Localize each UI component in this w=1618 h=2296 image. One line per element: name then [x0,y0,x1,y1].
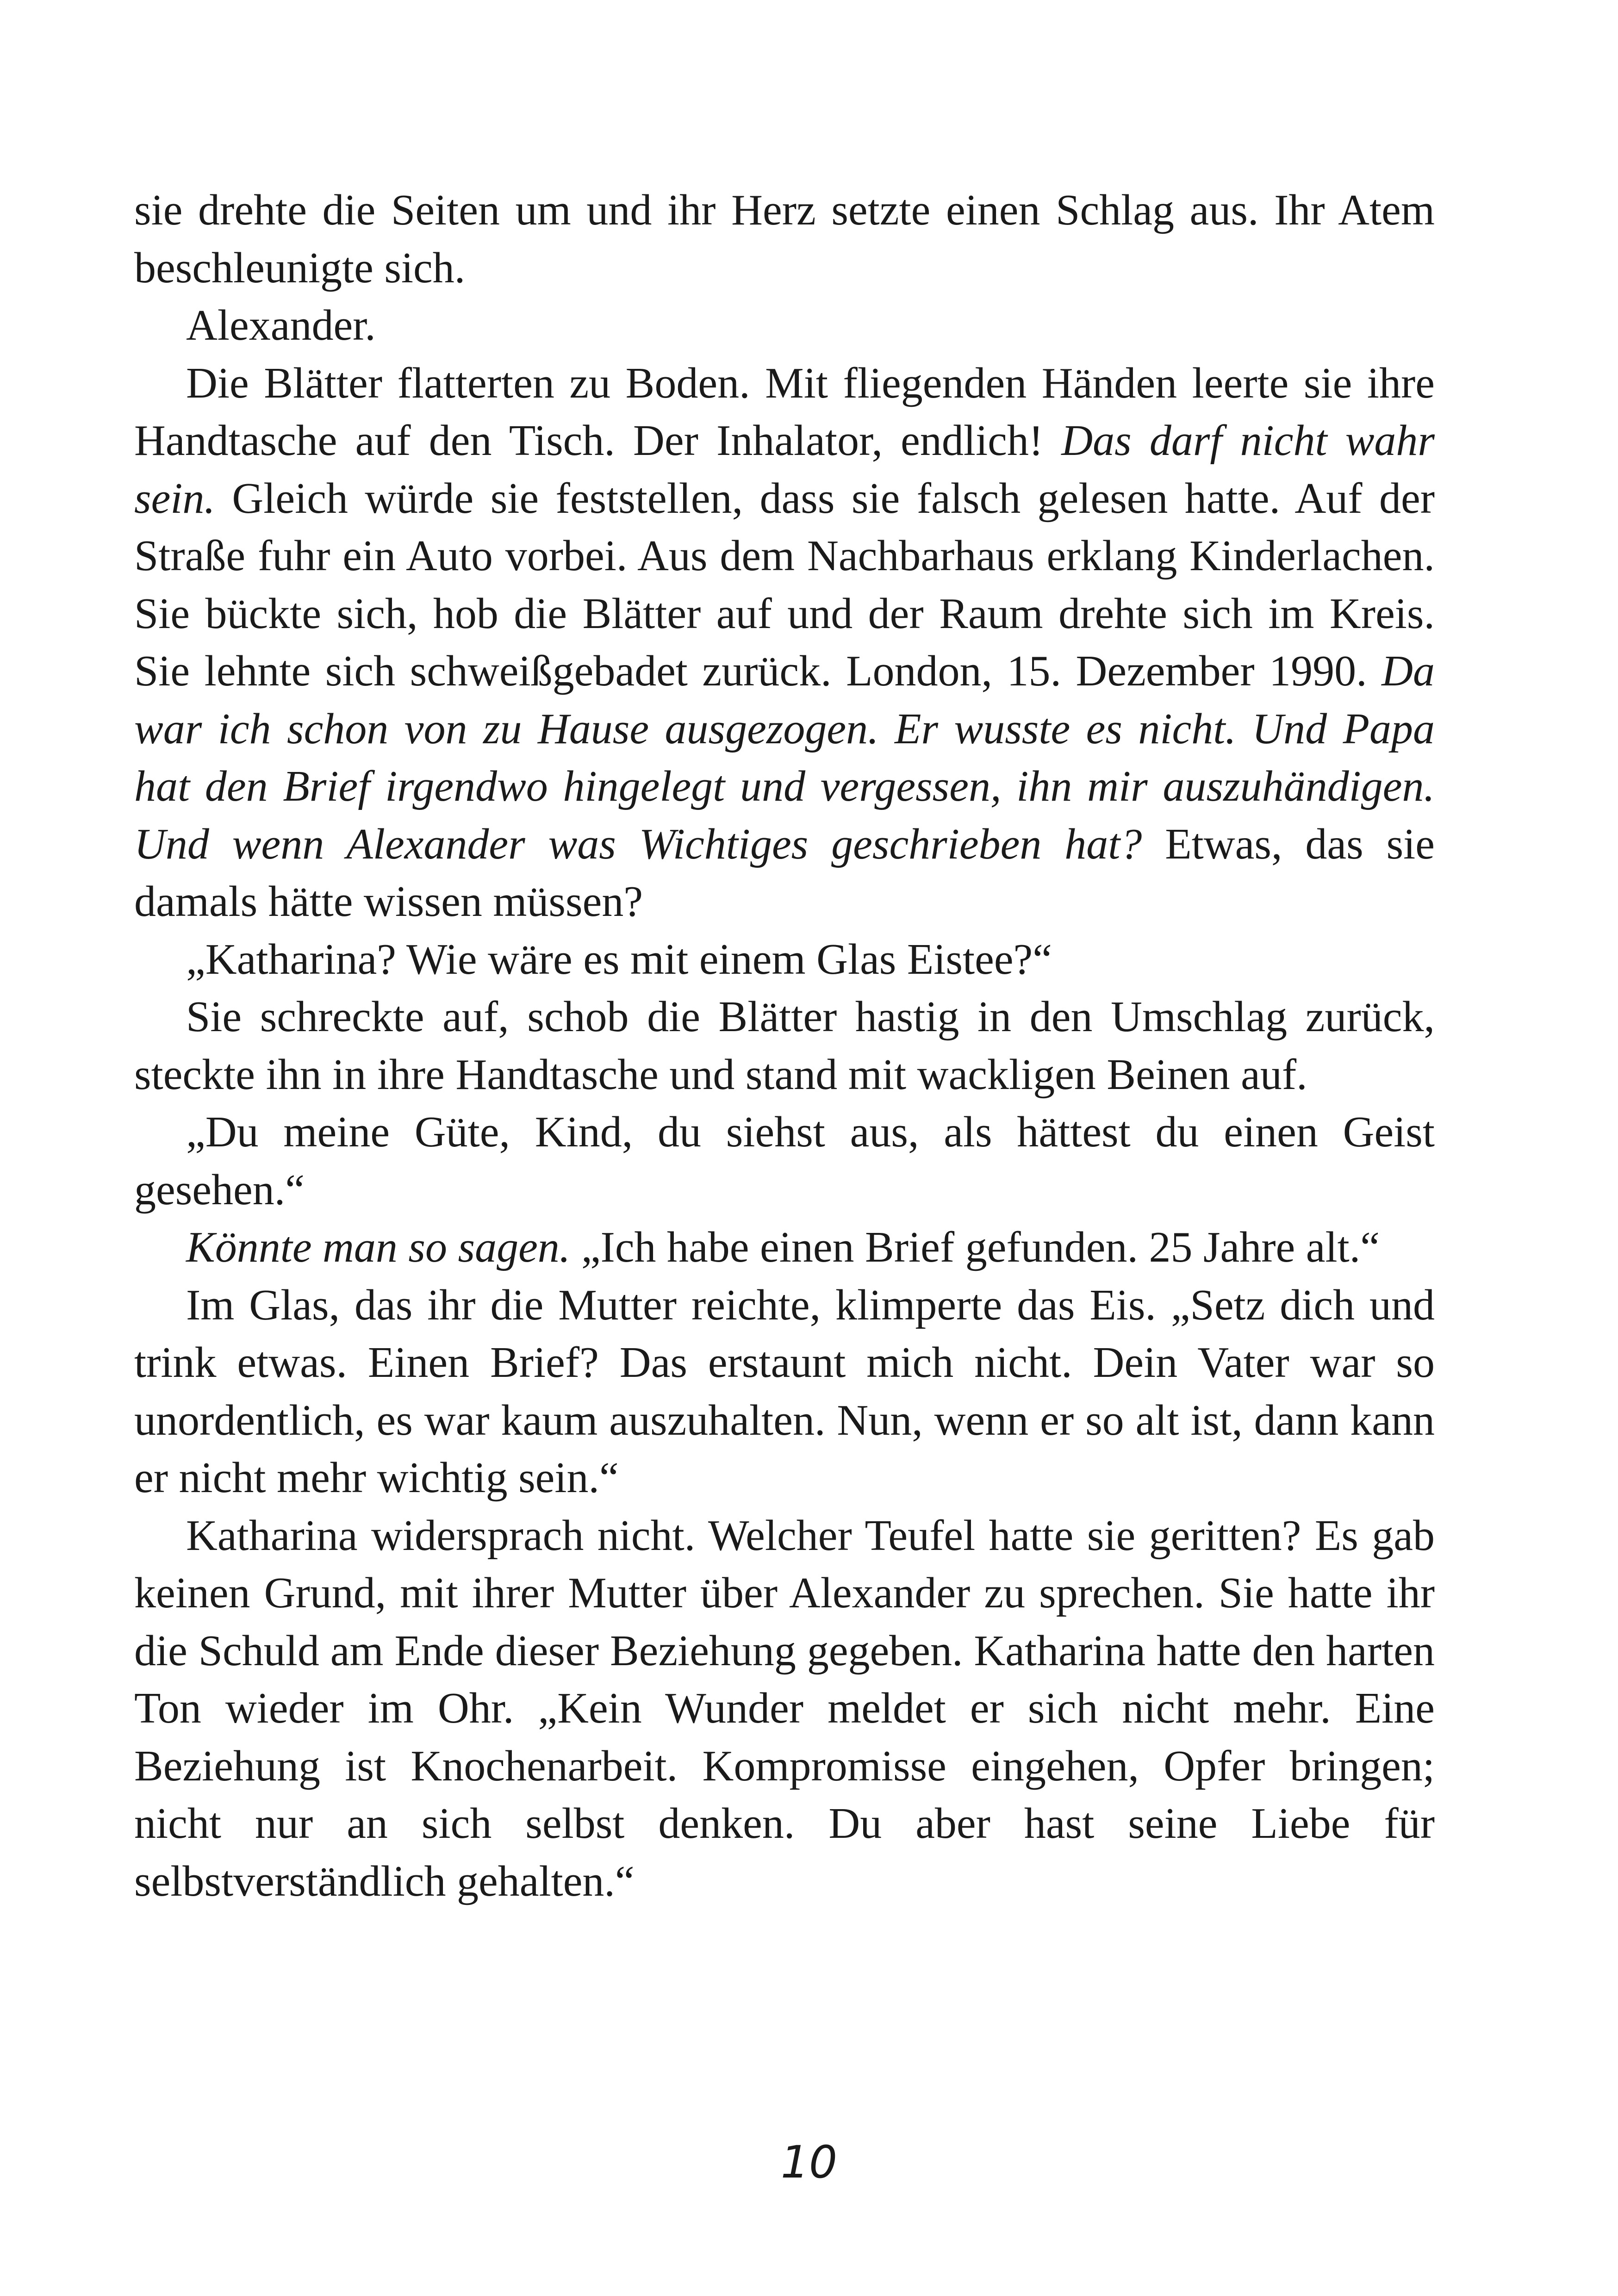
text-run: Sie schreckte auf, schob die Blätter hastig in den Umschlag zurück, steckte ihn in ihre Handtasche und stand mit wackligen Beinen auf. [134,993,1435,1099]
page-number: 10 [780,2136,838,2188]
paragraph [134,297,1435,355]
text-run: „Ich habe einen Brief gefunden. 25 Jahre alt.“ [570,1223,1380,1271]
italic-text: Das darf nicht wahr sein. [134,417,1435,523]
body-text [134,181,1435,1910]
text-run: Im Glas, das ihr die Mutter reichte, klimperte das Eis. „Setz dich und trink etwas. Einen Brief? Das erstaunt mich nicht. Dein Vater war so unordentlich, es war kaum auszuhalten. Nun, wenn er so alt ist, dann kann er nicht mehr wichtig sein.“ [134,1281,1435,1502]
italic-text: Da war ich schon von zu Hause ausgezogen. Er wusste es nicht. Und Papa hat den Brief irgendwo hingelegt und vergessen, ihn mir auszuhändigen. Und wenn Alexander was Wichtiges geschrieben hat? [134,647,1435,868]
text-run: Die Blätter flatterten zu Boden. Mit fliegenden Händen leerte sie ihre Handtasche auf den Tisch. Der Inhalator, endlich! [134,359,1435,465]
text-run: „Du meine Güte, Kind, du siehst aus, als hättest du einen Geist gesehen.“ [134,1108,1435,1214]
paragraph [134,1103,1435,1219]
paragraph [134,1219,1435,1276]
paragraph [134,931,1435,989]
text-run: Alexander. [186,301,376,349]
paragraph [134,1507,1435,1910]
paragraph [134,988,1435,1103]
text-run: Katharina widersprach nicht. Welcher Teufel hatte sie geritten? Es gab keinen Grund, mit ihrer Mutter über Alexander zu sprechen. Sie hatte ihr die Schuld am Ende dieser Beziehung gegeben. Katharina hatte den harten Ton wieder im Ohr. „Kein Wunder meldet er sich nicht mehr. Eine Beziehung ist Knochenarbeit. Kompromisse eingehen, Opfer bringen; nicht nur an sich selbst denken. Du aber hast seine Liebe für selbstverständlich gehalten.“ [134,1511,1435,1905]
italic-text: Könnte man so sagen. [186,1223,571,1271]
text-run: Gleich würde sie feststellen, dass sie falsch gelesen hatte. Auf der Straße fuhr ein Auto vorbei. Aus dem Nachbarhaus erklang Kinderlachen. Sie bückte sich, hob die Blätter auf und der Raum drehte sich im Kreis. Sie lehnte sich schweißgebadet zurück. London, 15. Dezember 1990. [134,474,1435,695]
text-run: sie drehte die Seiten um und ihr Herz setzte einen Schlag aus. Ihr Atem beschleunigte sich. [134,186,1435,292]
paragraph [134,1276,1435,1507]
paragraph [134,355,1435,931]
paragraph [134,181,1435,297]
text-run: Etwas, das sie damals hätte wissen müssen? [134,820,1435,926]
text-run: „Katharina? Wie wäre es mit einem Glas Eistee?“ [186,935,1052,983]
